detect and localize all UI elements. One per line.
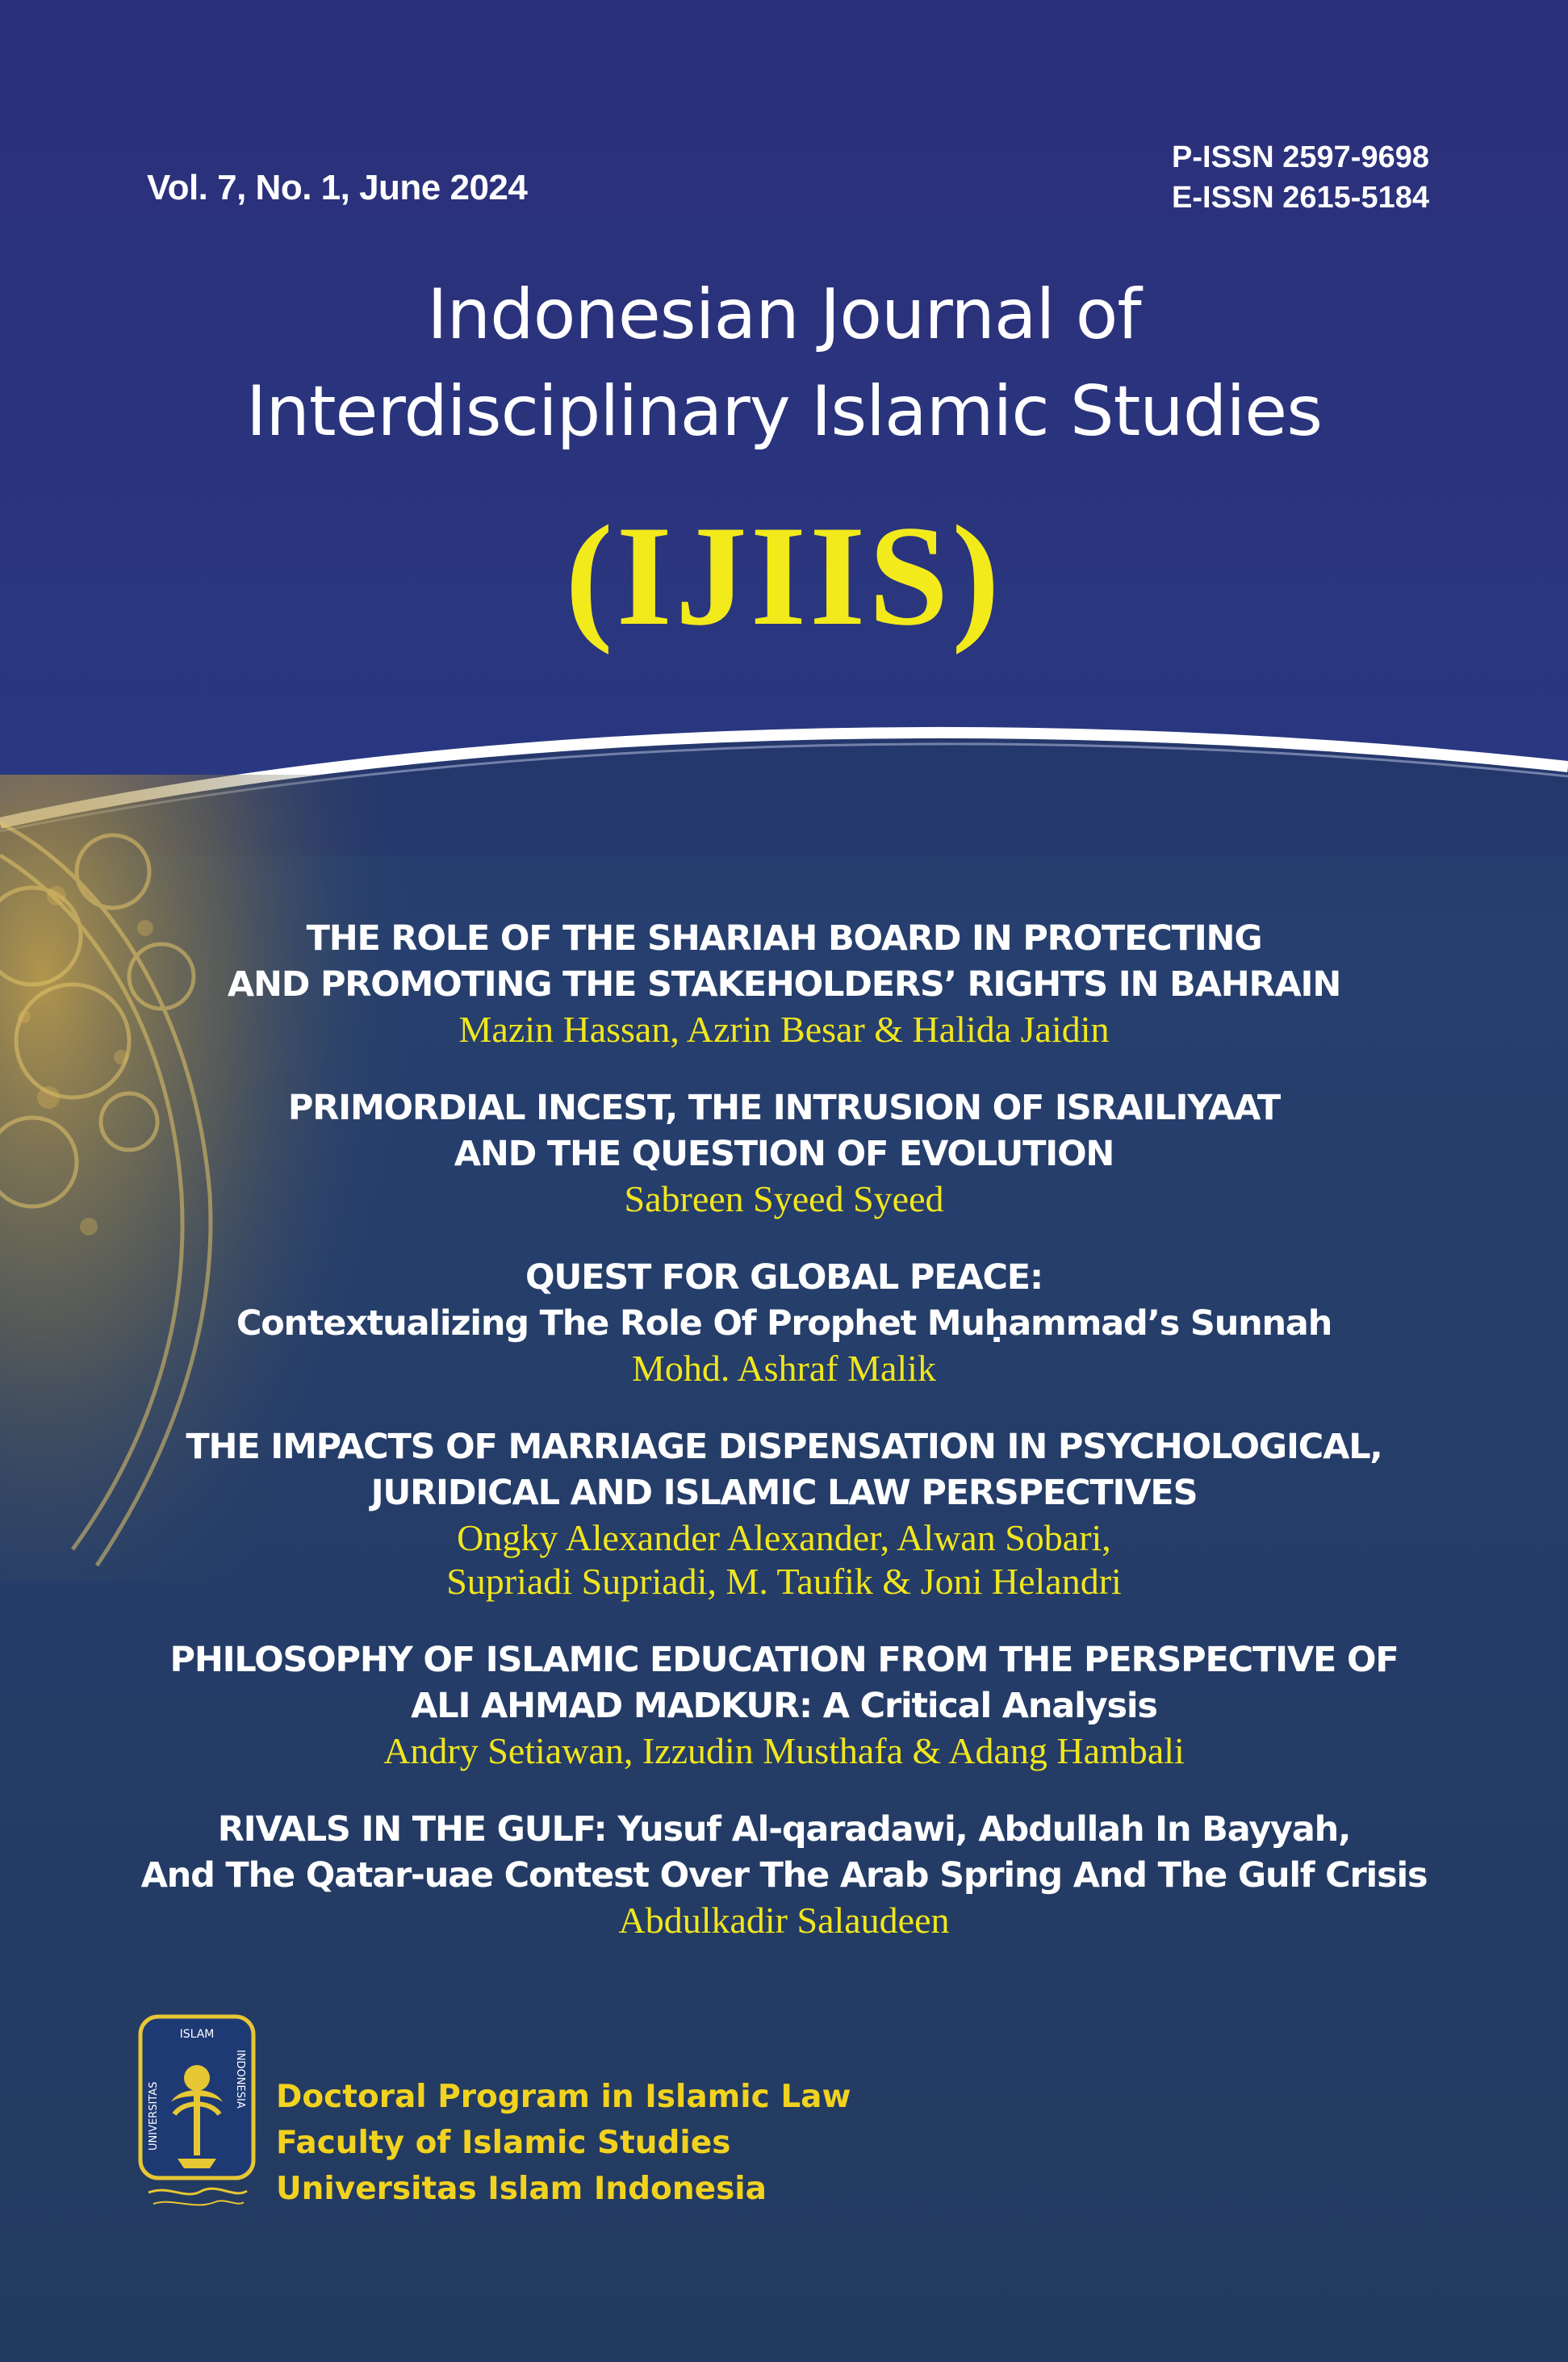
article-item xyxy=(113,1637,1455,1773)
logo-text-right: INDONESIA xyxy=(234,2050,246,2109)
article-authors xyxy=(113,1516,1455,1603)
article-title-line: AND THE QUESTION OF EVOLUTION xyxy=(454,1134,1114,1174)
article-author-line: Sabreen Syeed Syeed xyxy=(624,1178,944,1219)
article-title-line: JURIDICAL AND ISLAMIC LAW PERSPECTIVES xyxy=(370,1473,1198,1513)
article-author-line: Ongky Alexander Alexander, Alwan Sobari, xyxy=(457,1517,1111,1558)
article-author-line: Andry Setiawan, Izzudin Musthafa & Adang Hambali xyxy=(383,1730,1185,1771)
issn-block xyxy=(1172,137,1429,218)
article-author-line: Supriadi Supriadi, M. Taufik & Joni Helandri xyxy=(446,1561,1122,1602)
article-item xyxy=(113,1085,1455,1221)
p-issn: P-ISSN 2597-9698 xyxy=(1172,140,1429,174)
e-issn: E-ISSN 2615-5184 xyxy=(1172,181,1429,215)
article-title xyxy=(113,1637,1455,1729)
article-item xyxy=(113,916,1455,1051)
logo-text-top: ISLAM xyxy=(179,2028,215,2041)
article-author-line: Mazin Hassan, Azrin Besar & Halida Jaidin xyxy=(458,1009,1110,1050)
article-author-line: Mohd. Ashraf Malik xyxy=(632,1348,936,1389)
journal-acronym: (IJIIS) xyxy=(565,495,1003,655)
logo-text-left: UNIVERSITAS xyxy=(148,2081,160,2151)
article-title-line: AND PROMOTING THE STAKEHOLDERS’ RIGHTS IN BAHRAIN xyxy=(227,964,1341,1005)
journal-title xyxy=(0,266,1568,460)
article-title xyxy=(113,1424,1455,1516)
university-logo-icon xyxy=(137,2013,257,2214)
article-title-line: RIVALS IN THE GULF: Yusuf Al-qaradawi, Abdullah In Bayyah, xyxy=(217,1809,1351,1850)
article-list xyxy=(113,916,1455,1976)
article-title-line: PHILOSOPHY OF ISLAMIC EDUCATION FROM THE PERSPECTIVE OF xyxy=(169,1640,1399,1680)
publisher-line: Faculty of Islamic Studies xyxy=(276,2125,731,2161)
journal-title-line1: Indonesian Journal of xyxy=(427,274,1141,355)
article-author-line: Abdulkadir Salaudeen xyxy=(618,1900,950,1941)
article-title-line: Contextualizing The Role Of Prophet Muḥammad’s Sunnah xyxy=(236,1303,1332,1344)
article-title-line: PRIMORDIAL INCEST, THE INTRUSION OF ISRAILIYAAT xyxy=(287,1088,1281,1128)
publisher-block xyxy=(276,2074,851,2212)
article-title xyxy=(113,1085,1455,1177)
article-title-line: And The Qatar-uae Contest Over The Arab Spring And The Gulf Crisis xyxy=(140,1855,1428,1896)
article-title-line: THE ROLE OF THE SHARIAH BOARD IN PROTECTING xyxy=(306,918,1262,959)
article-item xyxy=(113,1807,1455,1942)
article-title xyxy=(113,916,1455,1008)
article-title-line: ALI AHMAD MADKUR: A Critical Analysis xyxy=(411,1686,1157,1726)
article-authors xyxy=(113,1729,1455,1773)
article-item xyxy=(113,1424,1455,1603)
article-title xyxy=(113,1807,1455,1899)
article-authors xyxy=(113,1899,1455,1942)
publisher-line: Universitas Islam Indonesia xyxy=(276,2171,767,2207)
volume-issue: Vol. 7, No. 1, June 2024 xyxy=(147,168,528,207)
article-authors xyxy=(113,1008,1455,1051)
article-item xyxy=(113,1255,1455,1390)
article-title-line: THE IMPACTS OF MARRIAGE DISPENSATION IN PSYCHOLOGICAL, xyxy=(186,1427,1382,1467)
journal-title-line2: Interdisciplinary Islamic Studies xyxy=(245,371,1323,452)
article-authors xyxy=(113,1347,1455,1390)
article-title-line: QUEST FOR GLOBAL PEACE: xyxy=(525,1257,1043,1298)
publisher-line: Doctoral Program in Islamic Law xyxy=(276,2079,851,2115)
article-authors xyxy=(113,1177,1455,1221)
article-title xyxy=(113,1255,1455,1347)
